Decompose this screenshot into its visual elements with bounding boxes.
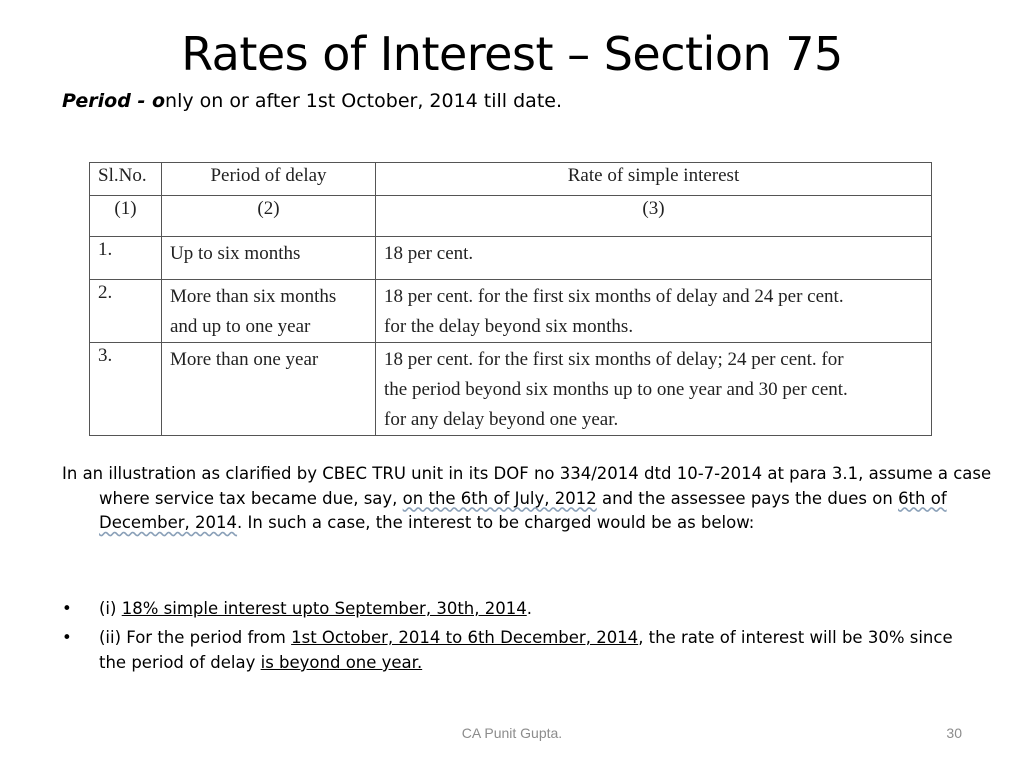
cell-line: 18 per cent. for the first six months of delay; 24 per cent. for: [384, 349, 844, 370]
row-period: [162, 343, 376, 436]
cell-line: More than one year: [170, 349, 319, 370]
row-period: [162, 237, 376, 280]
cell-line: and up to one year: [170, 316, 311, 337]
page-number: 30: [946, 725, 962, 741]
cell-line: 18 per cent.: [384, 243, 474, 264]
row-sl-no: 1.: [90, 237, 162, 280]
cell-line: for the delay beyond six months.: [384, 316, 634, 337]
row-period: [162, 280, 376, 343]
bullet-text: (i): [99, 599, 122, 618]
column-number: (3): [376, 196, 932, 237]
table-row: [90, 237, 932, 280]
table-header-row: [90, 163, 932, 196]
table-row: [90, 280, 932, 343]
cell-line: for any delay beyond one year.: [384, 409, 619, 430]
interest-bullet-list: [62, 596, 962, 679]
row-rate: [376, 343, 932, 436]
illustration-text: and the assessee pays the dues on: [596, 488, 899, 508]
illustration-text: In an illustration as clarified by CBEC TRU unit in its DOF no 334/2014 dtd 10-7-2014 at para 3.1, assume a case where service tax became due, say,: [62, 464, 992, 508]
payment-date-text: 6th of December, 2014: [99, 488, 947, 532]
cell-line: the period beyond six months up to one year and 30 per cent.: [384, 379, 848, 400]
underlined-text: 1st October, 2014 to 6th December, 2014: [291, 628, 639, 647]
underlined-text: 18% simple interest upto September, 30th, 2014: [121, 599, 527, 618]
bullet-text: (ii) For the period from: [99, 628, 292, 647]
cell-line: More than six months: [170, 286, 337, 307]
due-date-text: on the 6th of July, 2012: [402, 488, 597, 508]
illustration-text: . In such a case, the interest to be charged would be as below:: [237, 513, 755, 532]
column-number: (1): [90, 196, 162, 237]
bullet-item: [62, 596, 962, 621]
header-rate: Rate of simple interest: [376, 163, 932, 196]
period-text: nly on or after 1st October, 2014 till date.: [165, 90, 562, 112]
column-number: (2): [162, 196, 376, 237]
cell-line: 18 per cent. for the first six months of delay and 24 per cent.: [384, 286, 844, 307]
period-dash: -: [130, 90, 152, 112]
bullet-text: , the rate of interest will be 30% since the period of delay: [99, 628, 953, 672]
bullet-icon: •: [62, 599, 72, 618]
table-column-number-row: [90, 196, 932, 237]
period-label: Period: [62, 90, 131, 112]
bullet-text: .: [526, 599, 532, 618]
row-rate: [376, 237, 932, 280]
period-line: [62, 88, 562, 114]
row-sl-no: 2.: [90, 280, 162, 343]
slide-title: Rates of Interest – Section 75: [181, 27, 843, 81]
period-initial: o: [151, 90, 166, 112]
cell-line: Up to six months: [170, 243, 301, 264]
header-period-of-delay: Period of delay: [162, 163, 376, 196]
row-sl-no: 3.: [90, 343, 162, 436]
bullet-icon: •: [62, 628, 72, 647]
footer-author: CA Punit Gupta.: [461, 725, 563, 741]
row-rate: [376, 280, 932, 343]
header-sl-no: Sl.No.: [90, 163, 162, 196]
interest-rate-table: [89, 162, 932, 436]
bullet-item: [62, 625, 962, 675]
illustration-paragraph: [62, 462, 999, 536]
underlined-text: is beyond one year.: [260, 653, 423, 672]
table-row: [90, 343, 932, 436]
